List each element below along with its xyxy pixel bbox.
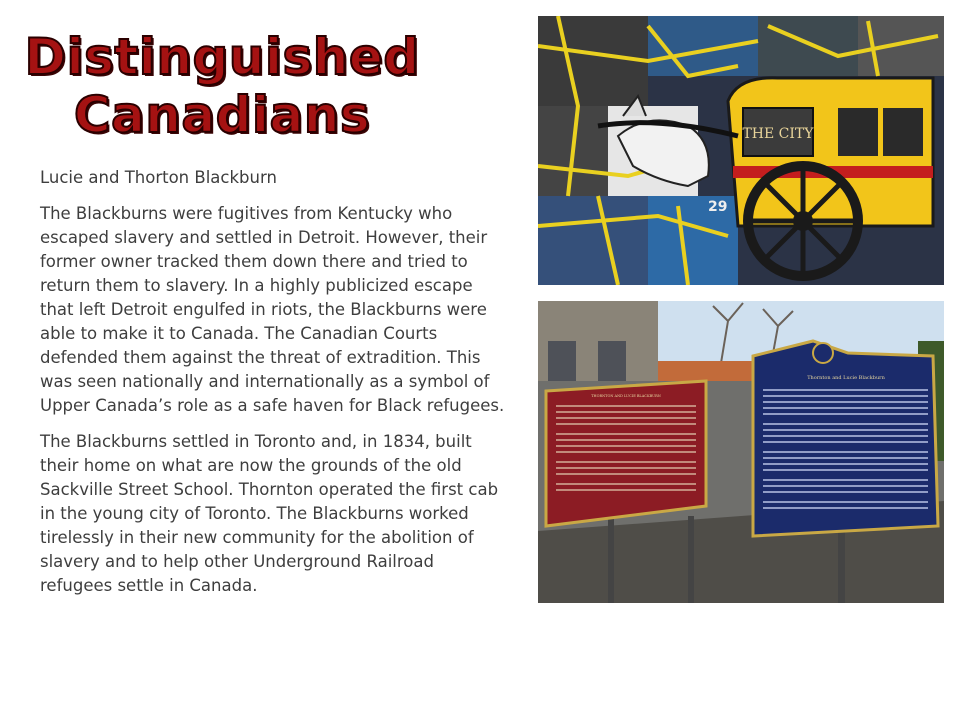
slide-title: Distinguished Canadians <box>24 28 420 144</box>
left-plaque-title: THORNTON AND LUCIE BLACKBURN <box>591 394 661 398</box>
mural-number: 29 <box>708 199 728 215</box>
mural-sign-text: THE CITY <box>742 126 814 142</box>
body-text <box>40 166 510 610</box>
subtitle: Lucie and Thorton Blackburn <box>40 168 277 187</box>
plaques-illustration <box>538 301 944 603</box>
plaques-photo <box>538 301 944 603</box>
mural-photo <box>538 16 944 285</box>
paragraph-2: The Blackburns settled in Toronto and, in 1834, built their home on what are now the grounds of the old Sackville Street School. Thornton operated the first cab in the young city of Toronto. The Blackburns worked tirelessly in their new community for the abolition of slavery and to help other Underground Railroad refugees settle in Canada. <box>40 432 499 595</box>
paragraph-1: The Blackburns were fugitives from Kentucky who escaped slavery and settled in Detroit. However, their former owner tracked them down there and tried to return them to slavery. In a highly publicized escape that left Detroit engulfed in riots, the Blackburns were able to make it to Canada. The Canadian Courts defended them against the threat of extradition. This was seen nationally and internationally as a symbol of Upper Canada’s role as a safe haven for Black refugees. <box>40 204 505 415</box>
right-plaque-title: Thornton and Lucie Blackburn <box>807 375 885 381</box>
mural-illustration <box>538 16 944 285</box>
